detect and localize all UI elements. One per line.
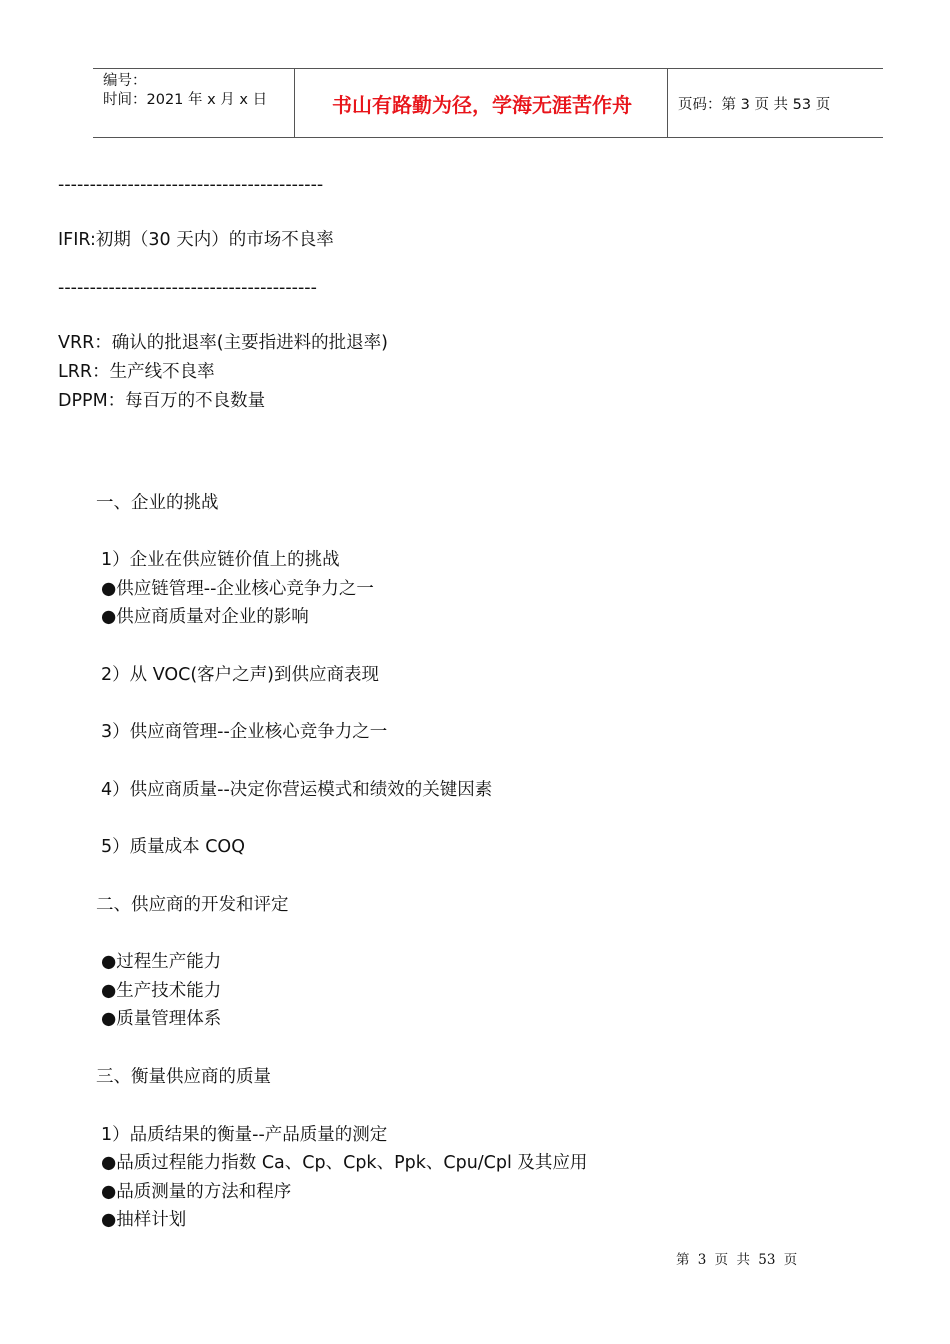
section-1-item-3: 3）供应商管理--企业核心竞争力之一 — [101, 722, 388, 742]
ifir-line: IFIR:初期（30 天内）的市场不良率 — [58, 230, 334, 250]
header-table — [93, 68, 883, 138]
section-3-bullet-1: ●品质过程能力指数 Ca、Cp、Cpk、Ppk、Cpu/Cpl 及其应用 — [101, 1153, 588, 1173]
header-page-label: 页码：第 3 页 共 53 页 — [678, 97, 831, 113]
section-2-bullet-2: ●生产技术能力 — [101, 981, 222, 1001]
section-1-item-5: 5）质量成本 COQ — [101, 837, 245, 857]
section-1-item-1: 1）企业在供应链价值上的挑战 — [101, 550, 340, 570]
section-1-bullet-2: ●供应商质量对企业的影响 — [101, 607, 309, 627]
section-3-bullet-3: ●抽样计划 — [101, 1210, 187, 1230]
page-footer: 第 3 页 共 53 页 — [676, 1252, 798, 1268]
section-1-title: 一、企业的挑战 — [96, 493, 219, 513]
section-2-title: 二、供应商的开发和评定 — [96, 895, 289, 915]
number-label: 编号： — [103, 73, 147, 89]
section-2-bullet-1: ●过程生产能力 — [101, 952, 222, 972]
section-3-item-1: 1）品质结果的衡量--产品质量的测定 — [101, 1125, 388, 1145]
section-3-title: 三、衡量供应商的质量 — [96, 1067, 271, 1087]
section-1-item-4: 4）供应商质量--决定你营运模式和绩效的关键因素 — [101, 780, 493, 800]
vrr-line: VRR：确认的批退率(主要指进料的批退率) — [58, 333, 388, 353]
section-1-bullet-1: ●供应链管理--企业核心竞争力之一 — [101, 579, 374, 599]
header-left-cell — [103, 72, 267, 110]
header-motto: 书山有路勤为径，学海无涯苦作舟 — [332, 93, 632, 117]
section-3-bullet-2: ●品质测量的方法和程序 — [101, 1182, 292, 1202]
dash-separator: ------------------------------------------ — [58, 175, 324, 195]
dash-separator: ----------------------------------------- — [58, 278, 317, 298]
lrr-line: LRR：生产线不良率 — [58, 362, 215, 382]
time-label: 时间：2021 年 x 月 x 日 — [103, 92, 268, 108]
dppm-line: DPPM：每百万的不良数量 — [58, 391, 266, 411]
section-2-bullet-3: ●质量管理体系 — [101, 1009, 222, 1029]
section-1-item-2: 2）从 VOC(客户之声)到供应商表现 — [101, 665, 380, 685]
